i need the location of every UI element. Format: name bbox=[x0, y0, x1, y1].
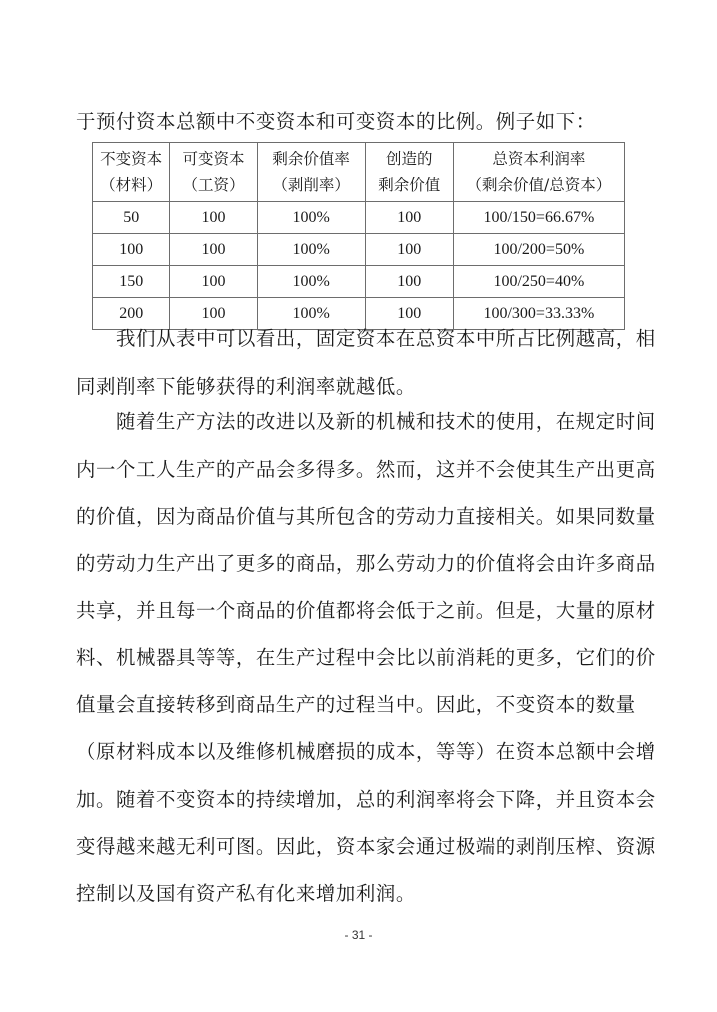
table-cell: 100% bbox=[257, 234, 365, 266]
table-header-row bbox=[93, 143, 625, 202]
table-row bbox=[93, 266, 625, 298]
table-cell: 100 bbox=[170, 266, 257, 298]
table-cell: 100 bbox=[170, 298, 257, 330]
table-cell: 100% bbox=[257, 202, 365, 234]
header-profit-rate: 总资本利润率 （剩余价值/总资本） bbox=[453, 143, 624, 202]
table-cell: 50 bbox=[93, 202, 170, 234]
table-row bbox=[93, 202, 625, 234]
table-cell: 200 bbox=[93, 298, 170, 330]
page-number: - 31 - bbox=[344, 928, 373, 942]
table-row bbox=[93, 234, 625, 266]
text-line: 控制以及国有资产私有化来增加利润。 bbox=[76, 882, 416, 905]
table-cell: 100/300=33.33% bbox=[453, 298, 624, 330]
text-line: 加。随着不变资本的持续增加，总的利润率将会下降，并且资本会 bbox=[76, 788, 656, 811]
table-row bbox=[93, 298, 625, 330]
table-cell: 100/150=66.67% bbox=[453, 202, 624, 234]
table-cell: 100 bbox=[365, 266, 453, 298]
table-cell: 150 bbox=[93, 266, 170, 298]
text-line: 共享，并且每一个商品的价值都将会低于之前。但是，大量的原材 bbox=[76, 599, 656, 622]
text-line: 随着生产方法的改进以及新的机械和技术的使用，在规定时间 bbox=[116, 410, 656, 433]
text-line: 的劳动力生产出了更多的商品，那么劳动力的价值将会由许多商品 bbox=[76, 552, 656, 575]
table-cell: 100 bbox=[365, 202, 453, 234]
table-cell: 100% bbox=[257, 298, 365, 330]
table-cell: 100 bbox=[170, 234, 257, 266]
text-line: 内一个工人生产的产品会多得多。然而，这并不会使其生产出更高 bbox=[76, 458, 656, 481]
text-line: 变得越来越无利可图。因此，资本家会通过极端的剥削压榨、资源 bbox=[76, 835, 656, 858]
header-surplus-value-rate: 剩余价值率 （剥削率） bbox=[257, 143, 365, 202]
text-line: 值量会直接转移到商品生产的过程当中。因此，不变资本的数量 bbox=[76, 693, 636, 716]
header-surplus-value-created: 创造的 剩余价值 bbox=[365, 143, 453, 202]
intro-text-line: 于预付资本总额中不变资本和可变资本的比例。例子如下： bbox=[76, 110, 596, 133]
text-line: 料、机械器具等等，在生产过程中会比以前消耗的更多，它们的价 bbox=[76, 646, 656, 669]
text-line: 我们从表中可以看出，固定资本在总资本中所占比例越高，相 bbox=[116, 327, 656, 350]
text-line: 的价值，因为商品价值与其所包含的劳动力直接相关。如果同数量 bbox=[76, 505, 656, 528]
text-line: 同剥削率下能够获得的利润率就越低。 bbox=[76, 375, 416, 398]
header-variable-capital: 可变资本 （工资） bbox=[170, 143, 257, 202]
text-line: （原材料成本以及维修机械磨损的成本，等等）在资本总额中会增 bbox=[76, 740, 656, 763]
table-cell: 100 bbox=[365, 234, 453, 266]
table-cell: 100% bbox=[257, 266, 365, 298]
header-constant-capital: 不变资本 （材料） bbox=[93, 143, 170, 202]
table-cell: 100/200=50% bbox=[453, 234, 624, 266]
capital-ratio-table bbox=[92, 142, 625, 330]
table-cell: 100 bbox=[93, 234, 170, 266]
table-cell: 100 bbox=[365, 298, 453, 330]
table-cell: 100/250=40% bbox=[453, 266, 624, 298]
table-cell: 100 bbox=[170, 202, 257, 234]
